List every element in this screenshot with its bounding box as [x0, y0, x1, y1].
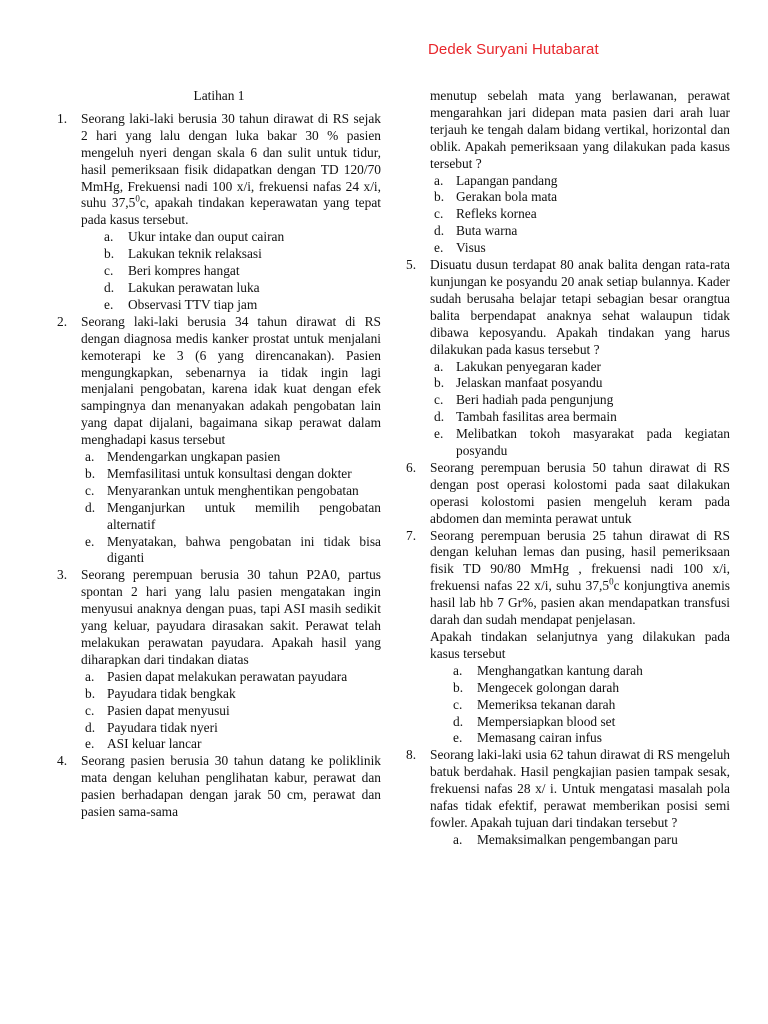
options-list	[430, 663, 730, 748]
option: c. Menyarankan untuk menghentikan pengobatan	[85, 482, 359, 498]
option: b. Mengecek golongan darah	[453, 679, 620, 695]
question-stem: Seorang pasien berusia 30 tahun datang ke poliklinik mata dengan keluhan penglihatan kabur, perawat dan pasien berhadapan dengan jarak 50 cm, perawat dan pasien sama-sama	[81, 753, 381, 820]
option: b. Jelaskan manfaat posyandu	[434, 375, 603, 391]
question-number: 2.	[57, 313, 68, 329]
option: d. Menganjurkan untuk memilih pengobatan alternatif	[85, 499, 381, 532]
question-number: 7.	[406, 527, 417, 543]
option: c. Memeriksa tekanan darah	[453, 696, 616, 712]
options-list	[430, 832, 730, 849]
question-stem: Disuatu dusun terdapat 80 anak balita dengan rata-rata kunjungan ke posyandu 20 anak setiap bulannya. Kader sudah berusaha belajar tetapi sebagian besar orangtua balita berpendapat anaknya sehat walaupun tidak dibawa keposyandu. Apakah tindakan yang harus dilakukan pada kasus tersebut ?	[430, 257, 730, 357]
question-prompt: Apakah tindakan selanjutnya yang dilakukan pada kasus tersebut	[430, 629, 730, 661]
option: e. Menyatakan, bahwa pengobatan ini tidak bisa diganti	[85, 533, 381, 566]
option: c. Refleks kornea	[434, 206, 537, 222]
question-number: 5.	[406, 257, 417, 273]
options-list	[81, 669, 381, 754]
option: d. Mempersiapkan blood set	[453, 713, 616, 729]
question-stem: Seorang perempuan berusia 50 tahun dirawat di RS dengan post operasi kolostomi pada saat dilakukan operasi kolostomi pasien mengeluh keram pada abdomen dan meminta perawat untuk	[430, 459, 730, 526]
option: a. Lakukan penyegaran kader	[434, 358, 601, 374]
question-stem: Seorang perempuan berusia 25 tahun dirawat di RS dengan keluhan lemas dan pusing, hasil pemeriksaan fisik TD 90/80 MmHg , frekuensi nadi 100 x/i, frekuensi nafas 22 x/i, suhu 37,5$^0$c konjungtiva anemis hasil lab hb 7 Gr%, pasien akan mendapatkan transfusi darah dan sudah mendapat penjelasan.	[430, 527, 730, 628]
question-number: 4.	[57, 753, 68, 769]
question-8	[406, 747, 730, 848]
option: a. Pasien dapat melakukan perawatan payudara	[85, 668, 348, 684]
option: a. Memaksimalkan pengembangan paru	[453, 831, 678, 847]
option: d. Lakukan perawatan luka	[104, 279, 260, 295]
option: e. Melibatkan tokoh masyarakat pada kegiatan posyandu	[434, 426, 730, 459]
options-list	[81, 449, 381, 567]
question-4-continued	[406, 88, 730, 257]
question-stem: Seorang laki-laki usia 62 tahun dirawat di RS mengeluh batuk berdahak. Hasil pengkajian pasien tampak sesak, frekuensi nafas 28 x/ i. Untuk mengatasi masalah pola nafas tidak efektif, perawat memberikan posisi semi fowler. Apakah tujuan dari tindakan tersebut ?	[430, 747, 730, 830]
question-number: 1.	[57, 110, 68, 126]
options-list	[430, 173, 730, 258]
option: e. ASI keluar lancar	[85, 736, 202, 752]
option: b. Payudara tidak bengkak	[85, 685, 236, 701]
question-stem: Seorang laki-laki berusia 30 tahun dirawat di RS sejak 2 hari yang lalu dengan luka bakar 30 % pasien mengeluh nyeri dengan skala 6 dan sulit untuk tidur, hasil pemeriksaan fisik didapatkan dengan TD 120/70 MmHg, Frekuensi nadi 100 x/i, frekuensi nafas 24 x/i, suhu 37,5$^0$c, apakah tindakan keperawatan yang tepat pada kasus tersebut.	[81, 110, 381, 228]
option: e. Memasang cairan infus	[453, 730, 602, 746]
question-3	[57, 567, 381, 753]
question-stem: menutup sebelah mata yang berlawanan, perawat mengarahkan jari didepan mata pasien dari arah luar terjauh ke tengah dalam bidang vertikal, horizontal dan oblik. Apakah pemeriksaan yang dilakukan pada kasus tersebut ?	[430, 88, 730, 171]
question-number: 3.	[57, 567, 68, 583]
option: d. Buta warna	[434, 223, 518, 239]
option: a. Ukur intake dan ouput cairan	[104, 229, 285, 245]
question-6	[406, 460, 730, 528]
question-number: 8.	[406, 747, 417, 763]
option: e. Observasi TTV tiap jam	[104, 296, 258, 312]
option: c. Beri kompres hangat	[104, 263, 240, 279]
question-2	[57, 314, 381, 568]
option: d. Tambah fasilitas area bermain	[434, 409, 617, 425]
question-stem: Seorang laki-laki berusia 34 tahun dirawat di RS dengan diagnosa medis kanker prostat untuk menjalani kemoterapi ke 3 (6 yang direncanakan). Pasien mengungkapkan, sebenarnya ia tidak ingin lagi menjalani pengobatan, karena idak kuat dengan efek sampingnya dan menanyakan adakah pengobatan lain yang dapat dijalani, bagaimana sikap perawat dalam menghadapi kasus tersebut	[81, 313, 381, 448]
option: b. Gerakan bola mata	[434, 189, 558, 205]
option: a. Menghangatkan kantung darah	[453, 662, 643, 678]
question-7	[406, 528, 730, 748]
option: a. Lapangan pandang	[434, 172, 558, 188]
question-1	[57, 111, 381, 314]
question-number: 6.	[406, 459, 417, 475]
option: a. Mendengarkan ungkapan pasien	[85, 449, 281, 465]
question-4	[57, 753, 381, 821]
option: b. Memfasilitasi untuk konsultasi dengan dokter	[85, 465, 352, 481]
left-column	[57, 88, 381, 821]
option: c. Beri hadiah pada pengunjung	[434, 392, 614, 408]
option: c. Pasien dapat menyusui	[85, 702, 230, 718]
question-stem: Seorang perempuan berusia 30 tahun P2A0, partus spontan 2 hari yang lalu pasien mengatakan ingin menyusui anaknya dengan puas, tapi ASI masih sedikit yang keluar, payudara dirasakan sakit. Perawat telah melakukan perawatan payudara. Apakah hasil yang diharapkan dari tindakan diatas	[81, 567, 381, 667]
page-title: Latihan 1	[193, 88, 245, 103]
option: d. Payudara tidak nyeri	[85, 719, 218, 735]
option: e. Visus	[434, 240, 486, 256]
options-list	[430, 359, 730, 460]
options-list	[81, 229, 381, 314]
author-name: Dedek Suryani Hutabarat	[428, 41, 599, 58]
right-column	[406, 88, 730, 849]
option: b. Lakukan teknik relaksasi	[104, 246, 262, 262]
question-5	[406, 257, 730, 460]
